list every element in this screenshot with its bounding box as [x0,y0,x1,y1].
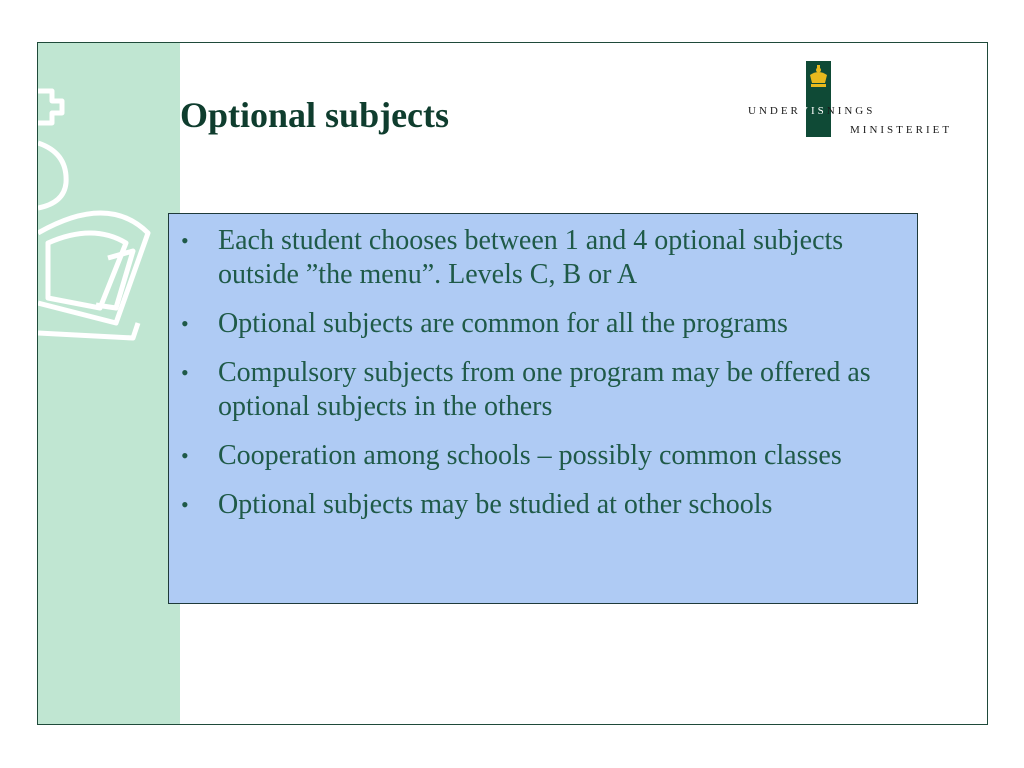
bullet-item [169,439,901,473]
logo-text-line2: MINISTERIET [850,124,953,136]
bullet-text: Optional subjects are common for all the programs [218,308,788,339]
bullet-item [169,307,901,341]
bullet-list [169,214,917,522]
crown-icon [809,65,828,87]
ministry-logo [748,61,988,141]
bullet-icon: • [181,492,189,517]
bullet-icon: • [181,228,189,253]
content-box [168,213,918,604]
bullet-item [169,356,901,424]
bullet-text: Optional subjects may be studied at other schools [218,489,773,520]
bullet-text: Cooperation among schools – possibly common classes [218,440,842,471]
bullet-text: Each student chooses between 1 and 4 optional subjects outside ”the menu”. Levels C, B or A [218,225,844,290]
logo-crown-box [806,61,831,137]
crown-watermark-icon [38,83,180,343]
bullet-text: Compulsory subjects from one program may be offered as optional subjects in the others [218,357,871,422]
bullet-icon: • [181,443,189,468]
bullet-item [169,488,901,522]
bullet-icon: • [181,311,189,336]
bullet-icon: • [181,360,189,385]
bullet-item [169,224,901,292]
slide-title: Optional subjects [180,95,450,135]
side-band [38,43,180,724]
logo-text-line1: UNDERVISNINGS [748,105,876,117]
